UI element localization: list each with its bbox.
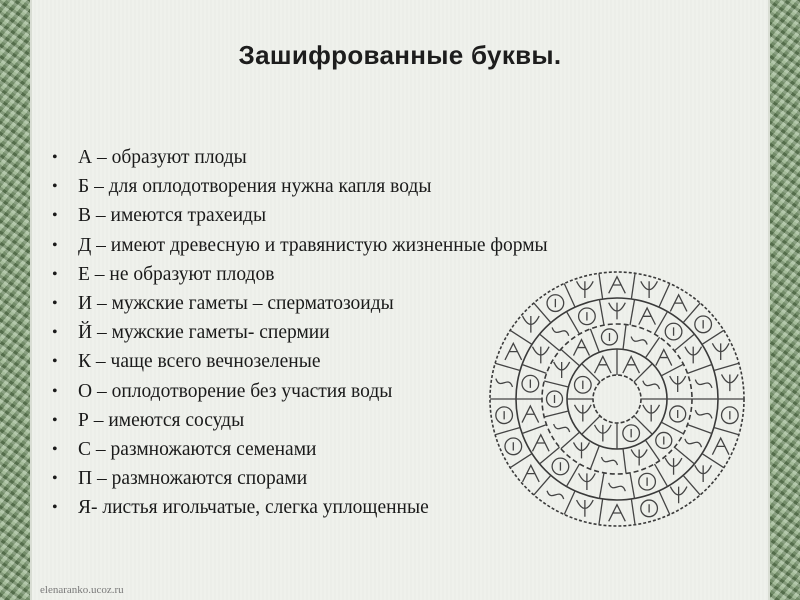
list-item — [48, 347, 728, 376]
list-item-text: И – мужские гаметы – сперматозоиды — [78, 293, 394, 315]
bullet-icon: • — [52, 207, 58, 225]
list-item-text: С – размножаются семенами — [78, 439, 317, 461]
list-item-text: Р – имеются сосуды — [78, 409, 245, 431]
list-item-text: Й – мужские гаметы- спермии — [78, 322, 330, 344]
bullet-icon: • — [52, 499, 58, 517]
bullet-icon: • — [52, 295, 58, 313]
list-item-text: Я- листья игольчатые, слегка уплощенные — [78, 497, 429, 519]
bullet-icon: • — [52, 236, 58, 254]
bullet-icon: • — [52, 441, 58, 459]
bullet-icon: • — [52, 324, 58, 342]
list-item — [48, 406, 728, 435]
list-item — [48, 318, 728, 347]
list-item — [48, 464, 728, 493]
list-item — [48, 493, 728, 522]
list-item — [48, 289, 728, 318]
list-item — [48, 231, 728, 260]
bullet-icon: • — [52, 470, 58, 488]
bullet-icon: • — [52, 265, 58, 283]
bullet-icon: • — [52, 411, 58, 429]
sheet-edge-right — [768, 0, 770, 600]
bullet-icon: • — [52, 149, 58, 166]
bullet-icon: • — [52, 382, 58, 400]
list-item-text: К – чаще всего вечнозеленые — [78, 351, 321, 373]
slide-title: Зашифрованные буквы. — [238, 40, 562, 70]
decorative-border-left — [0, 0, 30, 600]
list-item-text: Б – для оплодотворения нужна капля воды — [78, 176, 432, 198]
decorative-border-right — [770, 0, 800, 600]
list-item-text: Е – не образуют плодов — [78, 263, 275, 285]
list-item — [48, 260, 728, 289]
list-item — [48, 377, 728, 406]
bullet-icon: • — [52, 353, 58, 371]
list-item — [48, 201, 728, 230]
list-item — [48, 172, 728, 201]
list-item-text: О – оплодотворение без участия воды — [78, 380, 393, 402]
list-item-text: В – имеются трахеиды — [78, 205, 267, 227]
list-item — [48, 143, 728, 172]
list-item-text: А – образуют плоды — [78, 147, 247, 168]
list-item-text: П – размножаются спорами — [78, 468, 308, 490]
letter-list — [48, 143, 728, 523]
list-item — [48, 435, 728, 464]
sheet-edge-left — [30, 0, 32, 600]
list-item-text: Д – имеют древесную и травянистую жизненные формы — [78, 234, 548, 256]
bullet-icon: • — [52, 178, 58, 196]
footer-source: elenaranko.ucoz.ru — [40, 584, 124, 596]
